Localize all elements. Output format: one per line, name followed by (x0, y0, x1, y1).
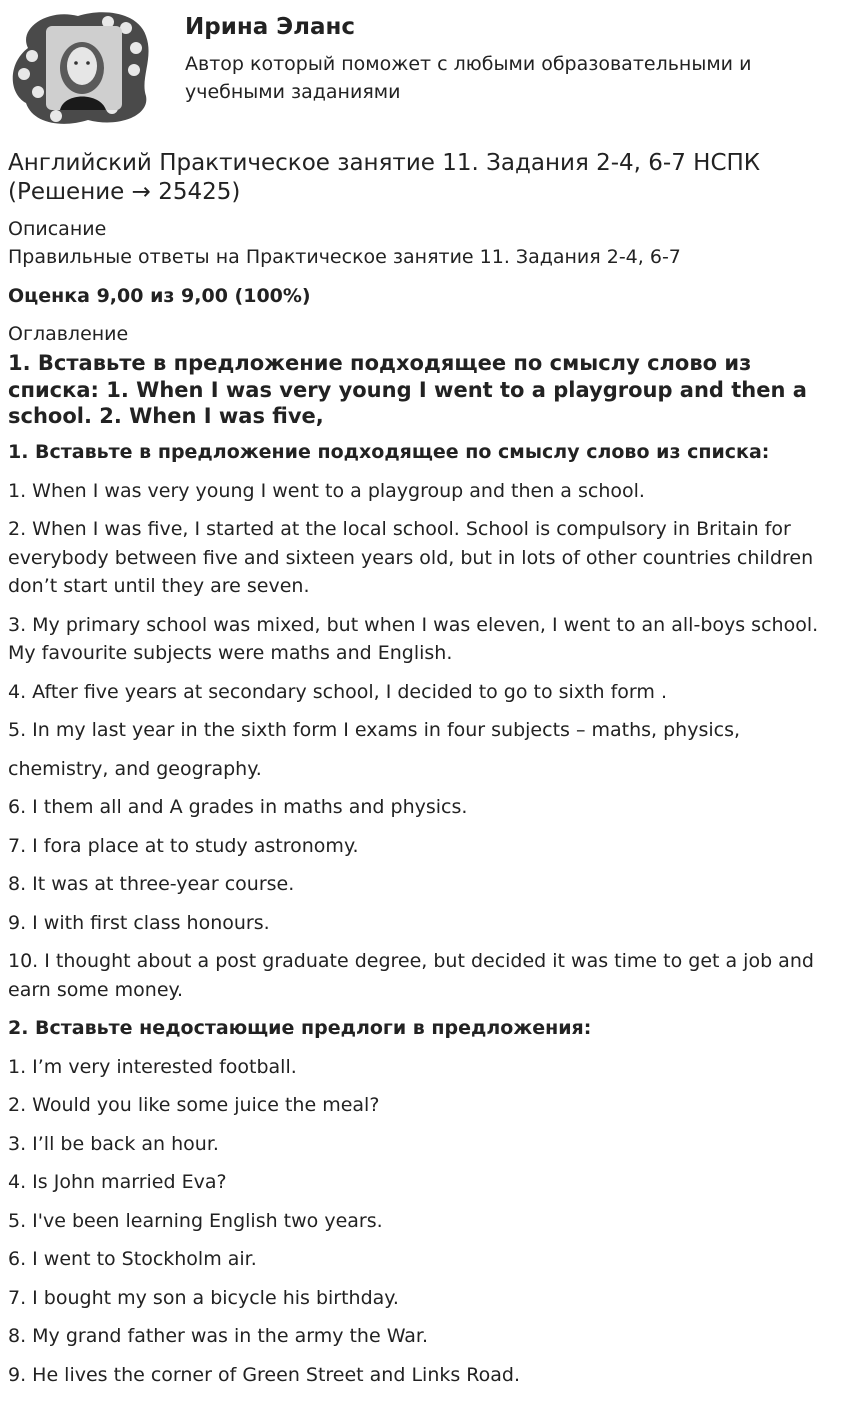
author-description: Автор который поможет с любыми образовательными и учебными заданиями (185, 53, 752, 103)
task-item: 9. I with first class honours. (8, 911, 270, 934)
task-item: 7. I bought my son a bicycle his birthday. (8, 1286, 399, 1309)
task-item: 8. My grand father was in the army the War. (8, 1325, 429, 1347)
task-item: 3. I’ll be back an hour. (8, 1132, 219, 1155)
task-item: 4. Is John married Eva? (8, 1171, 227, 1193)
grade-text: Оценка 9,00 из 9,00 (100%) (8, 285, 311, 307)
task-item: chemistry, and geography. (8, 757, 262, 780)
toc-label: Оглавление (8, 323, 129, 345)
task-item: 9. He lives the corner of Green Street and Links Road. (8, 1363, 521, 1386)
task-item: 5. I've been learning English two years. (8, 1209, 383, 1232)
task-item: 10. I thought about a post graduate degree, but decided it was time to get a job and earn some money. (8, 950, 814, 1001)
task-item: 2. When I was five, I started at the local school. School is compulsory in Britain for everybody between five and sixteen years old, but in lots of other countries children don’t start until they are seven. (8, 518, 814, 597)
author-name[interactable]: Ирина Эланс (185, 14, 356, 40)
task-item: 4. After five years at secondary school, I decided to go to sixth form . (8, 680, 667, 703)
description-label: Описание (8, 218, 107, 240)
task-item: 7. I fora place at to study astronomy. (8, 834, 359, 857)
page-title: Английский Практическое занятие 11. Задания 2-4, 6-7 НСПК (Решение → 25425) (8, 150, 761, 205)
section-heading: 1. Вставьте в предложение подходящее по смыслу слово из списка: (8, 441, 770, 463)
section-heading: 2. Вставьте недостающие предлоги в предложения: (8, 1017, 592, 1039)
task-content (8, 438, 838, 1399)
task-item: 1. I’m very interested football. (8, 1055, 297, 1078)
task-item: 2. Would you like some juice the meal? (8, 1094, 380, 1116)
task-item: 5. In my last year in the sixth form I exams in four subjects – maths, physics, (8, 719, 741, 741)
task-item: 8. It was at three-year course. (8, 873, 295, 895)
task-item: 1. When I was very young I went to a playgroup and then a school. (8, 479, 645, 502)
author-avatar[interactable] (8, 8, 150, 126)
author-card (0, 0, 847, 135)
toc-heading[interactable]: 1. Вставьте в предложение подходящее по смыслу слово из списка: 1. When I was very young I went to a playgroup and then a school. 2. When I was five, (8, 351, 807, 428)
task-item: 6. I went to Stockholm air. (8, 1248, 257, 1270)
description-text: Правильные ответы на Практическое занятие 11. Задания 2-4, 6-7 (8, 246, 681, 268)
task-item: 6. I them all and A grades in maths and physics. (8, 796, 468, 818)
task-item: 3. My primary school was mixed, but when I was eleven, I went to an all-boys school. My favourite subjects were maths and English. (8, 613, 819, 664)
